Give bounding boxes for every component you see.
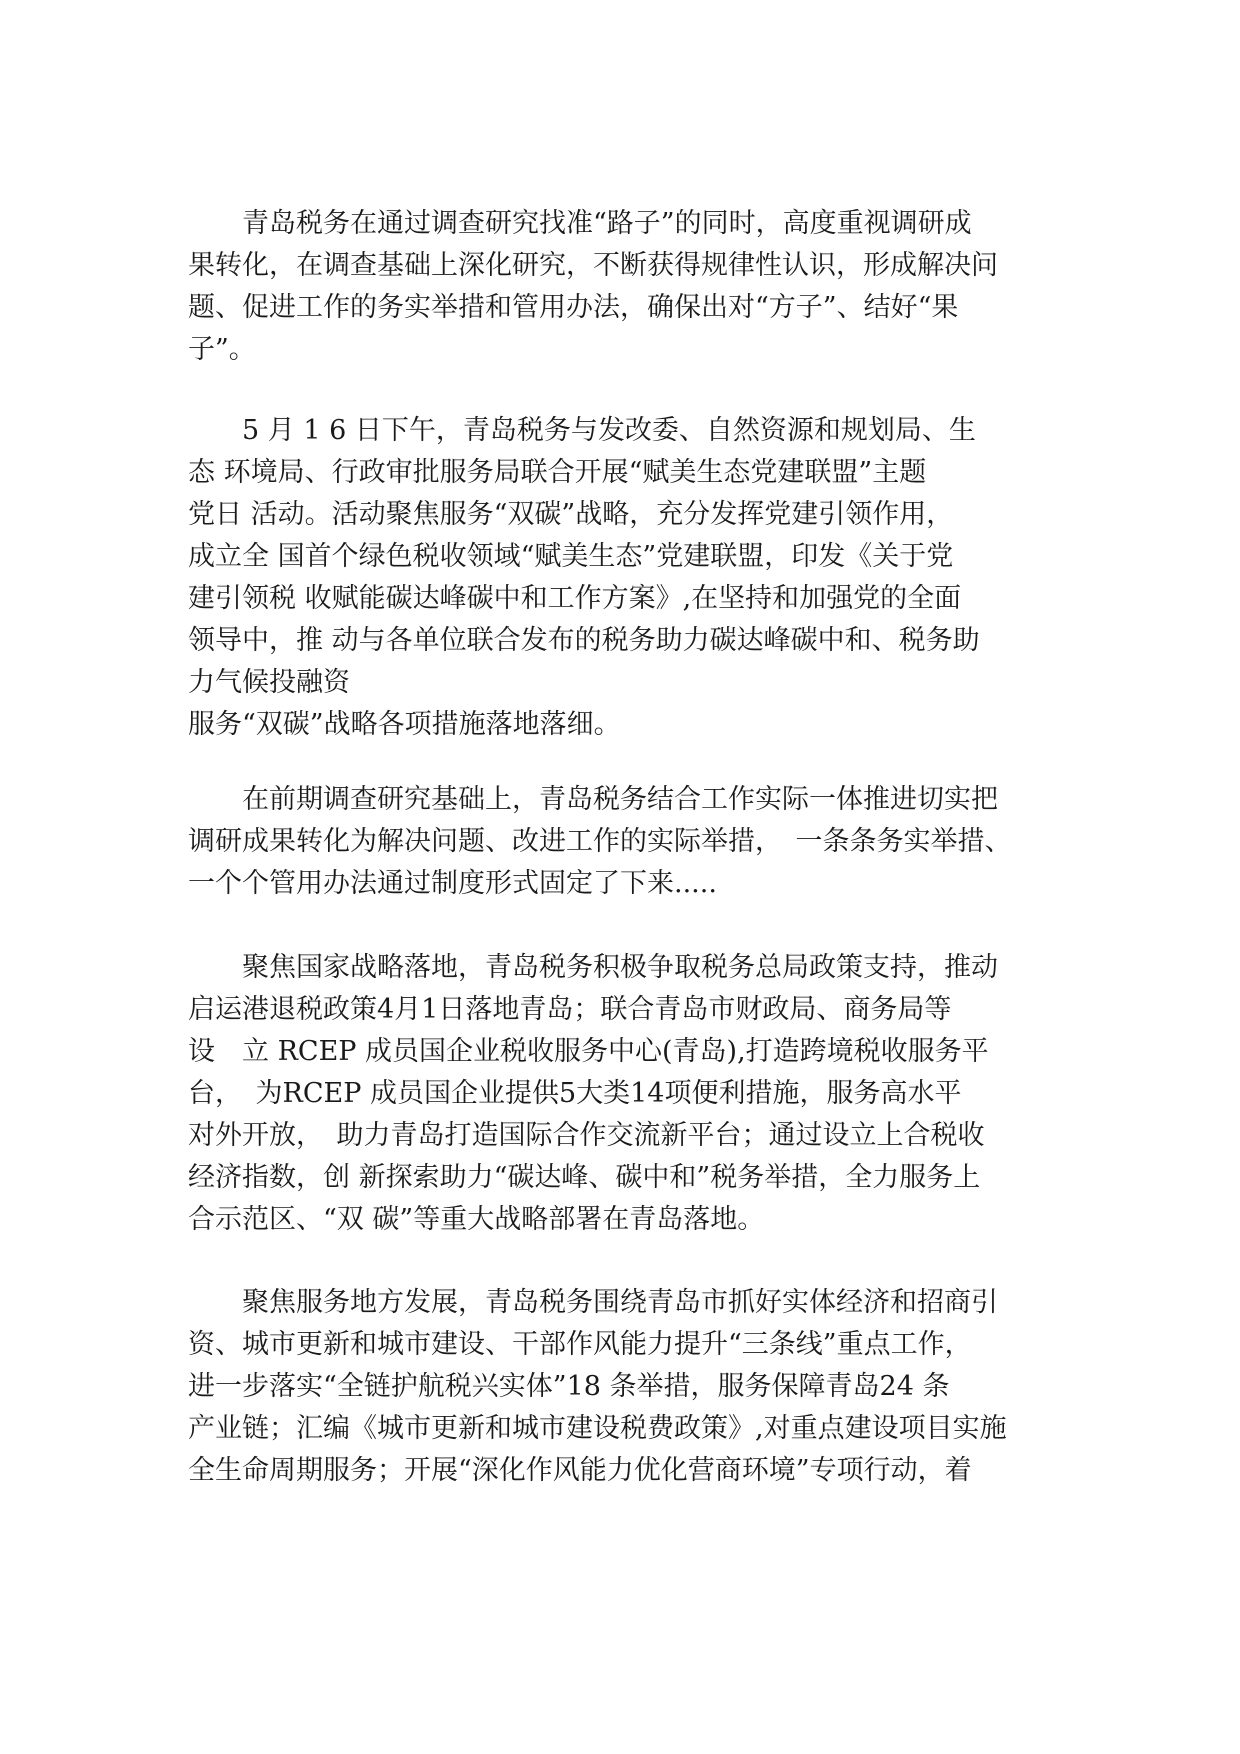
paragraph-local-development: 聚焦服务地方发展，青岛税务围绕青岛市抓好实体经济和招商引 资、城市更新和城市建设、干部作风能力提升“三条线”重点工作， 进一步落实“全链护航税兴实体”18 条举措，服务保障青岛24 条 产业链；汇编《城市更新和城市建设税费政策》,对重点建设项目实施 全生命周期服务；开展“深化作风能力优化营商环境”专项行动，着 bbox=[188, 1287, 1007, 1486]
paragraph-party-building-alliance: 5 月 1 6 日下午，青岛税务与发改委、自然资源和规划局、生 态 环境局、行政审批服务局联合开展“赋美生态党建联盟”主题 党日 活动。活动聚焦服务“双碳”战略，充分发挥党建引领作用， 成立全 国首个绿色税收领域“赋美生态”党建联盟，印发《关于党 建引领税 收赋能碳达峰碳中和工作方案》,在坚持和加强党的全面 领导中，推 动与各单位联合发布的税务助力碳达峰碳中和、税务助 力气候投融资 服务“双碳”战略各项措施落地落细。 bbox=[188, 415, 980, 740]
paragraph-research-results: 青岛税务在通过调查研究找准“路子”的同时，高度重视调研成 果转化，在调查基础上深化研究，不断获得规律性认识，形成解决问 题、促进工作的务实举措和管用办法，确保出对“方子”、结好“果 子”。 bbox=[188, 208, 998, 365]
paragraph-measures-institutionalized: 在前期调查研究基础上，青岛税务结合工作实际一体推进切实把 调研成果转化为解决问题、改进工作的实际举措， 一条条务实举措、 一个个管用办法通过制度形式固定了下来..... bbox=[188, 784, 1012, 899]
paragraph-national-strategy: 聚焦国家战略落地，青岛税务积极争取税务总局政策支持，推动 启运港退税政策4月1日落地青岛；联合青岛市财政局、商务局等 设 立 RCEP 成员国企业税收服务中心(青岛),打造跨境税收服务平 台， 为RCEP 成员国企业提供5大类14项便利措施，服务高水平 对外开放， 助力青岛打造国际合作交流新平台；通过设立上合税收 经济指数，创 新探索助力“碳达峰、碳中和”税务举措，全力服务上 合示范区、“双 碳”等重大战略部署在青岛落地。 bbox=[188, 952, 998, 1235]
